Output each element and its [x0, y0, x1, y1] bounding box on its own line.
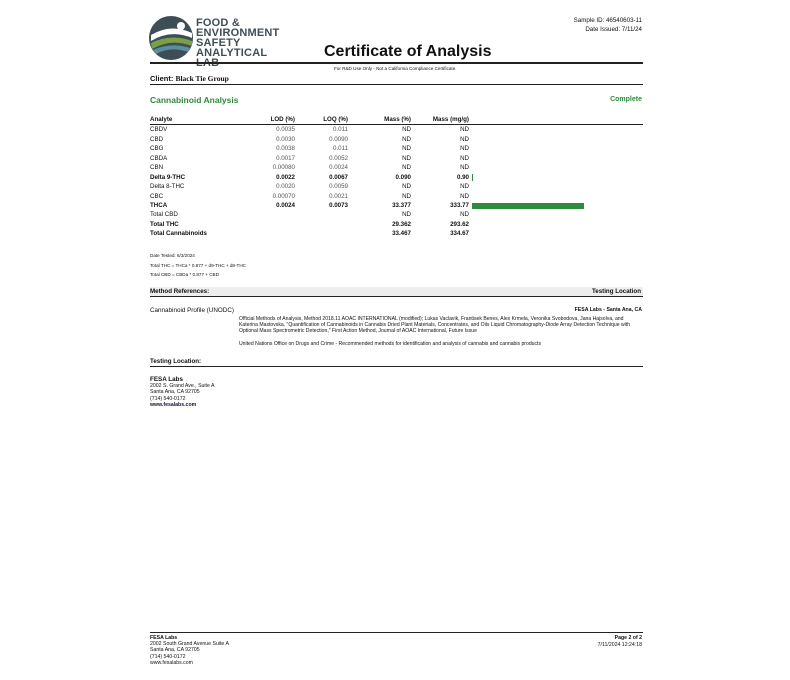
loq-cell: 0.0021 — [329, 192, 348, 200]
method-reference-1: Official Methods of Analysis, Method 2018.11 AOAC INTERNATIONAL (modified); Lukas Vaclavik, Frantisek Benes, Alex Krmela, Veronika Svobodova, Jana Hajsolva, and Katerina Mastovska, "Quantification of Cannabinoids in Cannabis Dried Plant Materials, Concentrates, and Oils Liquid Chromatography-Diode Array Detection Technique with Optional Mass Spectrometric Detection," First Action Method, Journal of AOAC International, Future Issue — [239, 316, 631, 335]
lod-cell: 0.0024 — [276, 201, 295, 209]
analyte-cell: THCA — [150, 201, 168, 209]
lod-cell: 0.0035 — [276, 126, 295, 134]
loq-cell: 0.0059 — [329, 183, 348, 191]
location-address-2: Santa Ana, CA 92705 — [150, 389, 200, 396]
table-row — [150, 135, 643, 144]
analyte-cell: CBDA — [150, 154, 168, 162]
table-row — [150, 210, 643, 219]
table-row — [150, 173, 643, 182]
page-number: Page 2 of 2 — [614, 635, 642, 641]
location-name: FESA Labs — [150, 376, 184, 383]
loq-cell: 0.0024 — [329, 164, 348, 172]
lab-logo — [148, 15, 280, 61]
analyte-cell: Total CBD — [150, 211, 178, 219]
col-loq: LOQ (%) — [323, 116, 348, 123]
method-location: FESA Labs - Santa Ana, CA — [574, 307, 642, 313]
footer-phone: (714) 540-0172 — [150, 653, 186, 660]
client-name: Black Tie Group — [175, 74, 229, 83]
table-row — [150, 154, 643, 163]
client-label: Client: — [150, 74, 174, 83]
table-row — [150, 201, 643, 210]
footer-website-link[interactable]: www.fesalabs.com — [150, 659, 193, 666]
col-mg: Mass (mg/g) — [432, 116, 469, 123]
mass-mg-cell: ND — [460, 135, 469, 143]
mass-mg-cell: ND — [460, 164, 469, 172]
loq-cell: 0.011 — [332, 126, 348, 134]
lod-cell: 0.00070 — [272, 192, 295, 200]
lod-cell: 0.0038 — [276, 145, 295, 153]
method-profile: Cannabinoid Profile (UNODC) — [150, 307, 234, 314]
formula-total-thc: Total THC = THCa * 0.877 + d9-THC + d8-THC — [150, 262, 246, 268]
analyte-cell: Delta 8-THC — [150, 183, 185, 191]
col-mass: Mass (%) — [384, 116, 411, 123]
footer-lab-name: FESA Labs — [150, 635, 178, 641]
analyte-cell: CBD — [150, 135, 164, 143]
cannabinoid-table — [150, 115, 643, 239]
page-title: Certificate of Analysis — [324, 43, 492, 60]
logo-line-4: ANALYTICAL — [196, 47, 268, 59]
logo-line-3: SAFETY — [196, 37, 241, 49]
mass-cell: ND — [402, 164, 411, 172]
method-references-bar — [150, 287, 643, 297]
mass-mg-cell: ND — [460, 145, 469, 153]
mass-mg-cell: ND — [460, 192, 469, 200]
date-issued: Date Issued: 7/11/24 — [585, 26, 642, 33]
analyte-cell: CBN — [150, 164, 164, 172]
lod-cell: 0.0020 — [276, 183, 295, 191]
footer-divider — [150, 632, 643, 633]
mass-cell: 33.377 — [392, 201, 411, 209]
mass-cell: 29.362 — [392, 220, 411, 228]
lod-cell: 0.00080 — [272, 164, 295, 172]
table-row — [150, 163, 643, 172]
method-references-label: Method References: — [150, 288, 210, 295]
analyte-cell: Total Cannabinoids — [150, 230, 207, 238]
table-row — [150, 220, 643, 229]
mass-mg-cell: 334.67 — [450, 230, 469, 238]
mass-cell: ND — [402, 135, 411, 143]
mass-cell: ND — [402, 145, 411, 153]
loq-cell: 0.011 — [332, 145, 348, 153]
lod-cell: 0.0017 — [276, 154, 295, 162]
analyte-cell: CBC — [150, 192, 164, 200]
mass-cell: ND — [402, 192, 411, 200]
testing-location-label: Testing Location — [591, 288, 641, 295]
mass-cell: ND — [402, 183, 411, 191]
mass-cell: 0.090 — [395, 173, 411, 181]
mass-mg-cell: ND — [460, 211, 469, 219]
location-phone: (714) 540-0172 — [150, 395, 186, 402]
lod-cell: 0.0030 — [276, 135, 295, 143]
mass-mg-cell: 0.90 — [456, 173, 469, 181]
section-title: Cannabinoid Analysis — [150, 95, 239, 105]
mass-cell: ND — [402, 154, 411, 162]
date-tested: Date Tested: 6/3/2024 — [150, 253, 195, 258]
analyte-cell: Total THC — [150, 220, 179, 228]
sample-id: Sample ID: 46540603-11 — [573, 17, 642, 24]
table-row — [150, 229, 643, 238]
header-divider — [150, 62, 643, 64]
mass-mg-cell: ND — [460, 183, 469, 191]
mass-mg-cell: 333.77 — [450, 201, 469, 209]
logo-line-1: FOOD & — [196, 17, 240, 29]
loq-cell: 0.0052 — [329, 154, 348, 162]
mass-mg-cell: 293.62 — [450, 220, 469, 228]
footer-address-2: Santa Ana, CA 92705 — [150, 647, 200, 654]
col-analyte: Analyte — [150, 116, 173, 123]
logo-line-2: ENVIRONMENT — [196, 27, 280, 39]
analyte-cell: CBDV — [150, 126, 168, 134]
lod-cell: 0.0022 — [276, 173, 295, 181]
mass-mg-cell: ND — [460, 126, 469, 134]
mass-cell: ND — [402, 211, 411, 219]
analyte-cell: CBG — [150, 145, 164, 153]
testing-location-header: Testing Location: — [150, 358, 643, 367]
mass-cell: 33.467 — [392, 230, 411, 238]
location-website-link[interactable]: www.fesalabs.com — [150, 401, 197, 408]
client-divider — [150, 84, 643, 85]
loq-cell: 0.0090 — [329, 135, 348, 143]
analyte-cell: Delta 9-THC — [150, 173, 186, 181]
location-address-1: 2002 S. Grand Ave., Suite A — [150, 383, 215, 390]
footer-address-1: 2002 South Grand Avenue Suite A — [150, 641, 229, 648]
logo-emblem-icon — [148, 15, 194, 61]
loq-cell: 0.0067 — [329, 173, 348, 181]
loq-cell: 0.0073 — [329, 201, 348, 209]
compliance-disclaimer: For R&D Use Only - Not a California Compliance Certificate. — [334, 66, 457, 71]
table-row — [150, 125, 643, 134]
mass-mg-cell: ND — [460, 154, 469, 162]
formula-total-cbd: Total CBD = CBDa * 0.877 + CBD — [150, 272, 219, 277]
method-reference-2: United Nations Office on Drugs and Crime - Recommended methods for identification and analysis of cannabis and cannabis products — [239, 341, 542, 347]
table-header-row — [150, 115, 643, 125]
col-lod: LOD (%) — [270, 116, 295, 123]
table-row — [150, 192, 643, 201]
mass-bar — [472, 203, 584, 209]
status-badge: Complete — [610, 96, 642, 103]
mass-cell: ND — [402, 126, 411, 134]
table-row — [150, 144, 643, 153]
mass-bar — [472, 174, 473, 181]
footer-datetime: 7/11/2024 12:24:18 — [597, 642, 642, 649]
table-row — [150, 182, 643, 191]
